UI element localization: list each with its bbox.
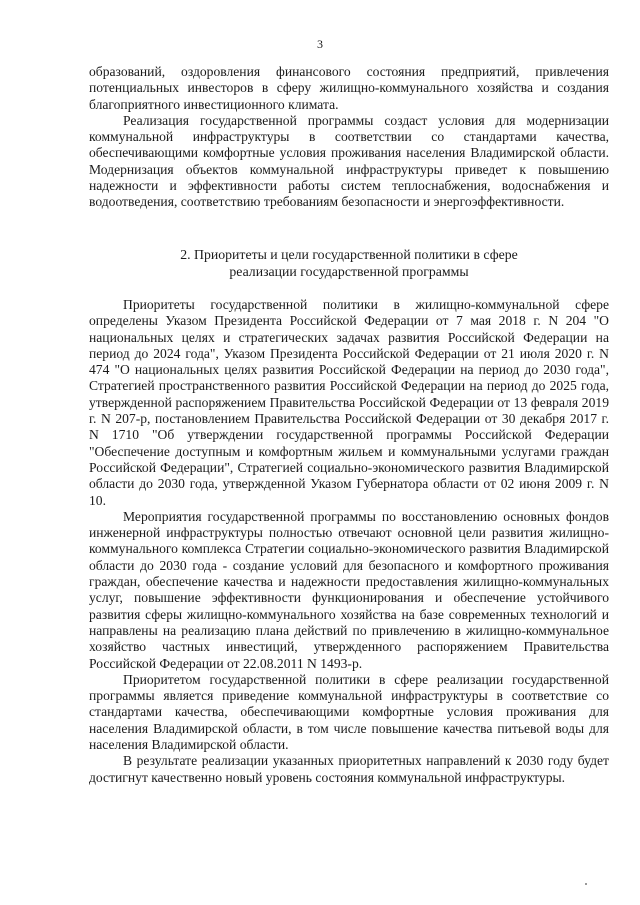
section-heading bbox=[89, 246, 609, 280]
paragraph-priority: Приоритетом государственной политики в сфере реализации государственной программы является приведение коммунальной инфраструктуры в соответствие со стандартами качества, обеспечивающими комфортные условия проживания для населения Владимирской области, в том числе повышение качества питьевой воды для населения Владимирской области. bbox=[89, 671, 609, 753]
text-block-top bbox=[89, 64, 609, 211]
paragraph-realization: Реализация государственной программы создаст условия для модернизации коммунальной инфраструктуры в соответствии со стандартами качества, обеспечивающими комфортные условия проживания населения Владимирской области. Модернизация объектов коммунальной инфраструктуры приведет к повышению надежности и эффективности работы систем теплоснабжения, водоснабжения и водоотведения, соответствию требованиям безопасности и энергоэффективности. bbox=[89, 112, 609, 210]
section-heading-line1: 2. Приоритеты и цели государственной политики в сфере bbox=[180, 247, 518, 262]
paragraph-intro: образований, оздоровления финансового состояния предприятий, привлечения потенциальных инвесторов в сферу жилищно-коммунального хозяйства и создания благоприятного инвестиционного климата. bbox=[89, 64, 609, 112]
section-heading-line2: реализации государственной программы bbox=[229, 264, 469, 279]
paragraph-measures: Мероприятия государственной программы по восстановлению основных фондов инженерной инфраструктуры полностью отвечают основной цели развития жилищно-коммунального комплекса Стратегии социально-экономического развития Владимирской области до 2030 года - создание условий для безопасного и комфортного проживания граждан, обеспечение качества и надежности предоставления жилищно-коммунальных услуг, повышение эффективности функционирования и обеспечение устойчивого развития сферы жилищно-коммунального хозяйства на базе современных технологий и направлены на реализацию плана действий по привлечению в жилищно-коммунальное хозяйство частных инвестиций, утвержденного распоряжением Правительства Российской Федерации от 22.08.2011 N 1493-р. bbox=[89, 508, 609, 671]
paragraph-priorities: Приоритеты государственной политики в жилищно-коммунальной сфере определены Указом Президента Российской Федерации от 7 мая 2018 г. N 204 "О национальных целях и стратегических задачах развития Российской Федерации на период до 2024 года", Указом Президента Российской Федерации от 21 июля 2020 г. N 474 "О национальных целях развития Российской Федерации на период до 2030 года", Стратегией пространственного развития Российской Федерации на период до 2025 года, утвержденной распоряжением Правительства Российской Федерации от 13 февраля 2019 г. N 207-р, постановлением Правительства Российской Федерации от 30 декабря 2017 г. N 1710 "Об утверждении государственной программы Российской Федерации "Обеспечение доступным и комфортным жильем и коммунальными услугами граждан Российской Федерации", Стратегией социально-экономического развития Владимирской области до 2030 года, утвержденной Указом Губернатора области от 02 июня 2009 г. N 10. bbox=[89, 297, 609, 508]
scan-speck bbox=[585, 883, 587, 885]
page-number: 3 bbox=[317, 37, 323, 51]
paragraph-result: В результате реализации указанных приоритетных направлений к 2030 году будет достигнут качественно новый уровень состояния коммунальной инфраструктуры. bbox=[89, 753, 609, 785]
text-block-main bbox=[89, 297, 609, 786]
